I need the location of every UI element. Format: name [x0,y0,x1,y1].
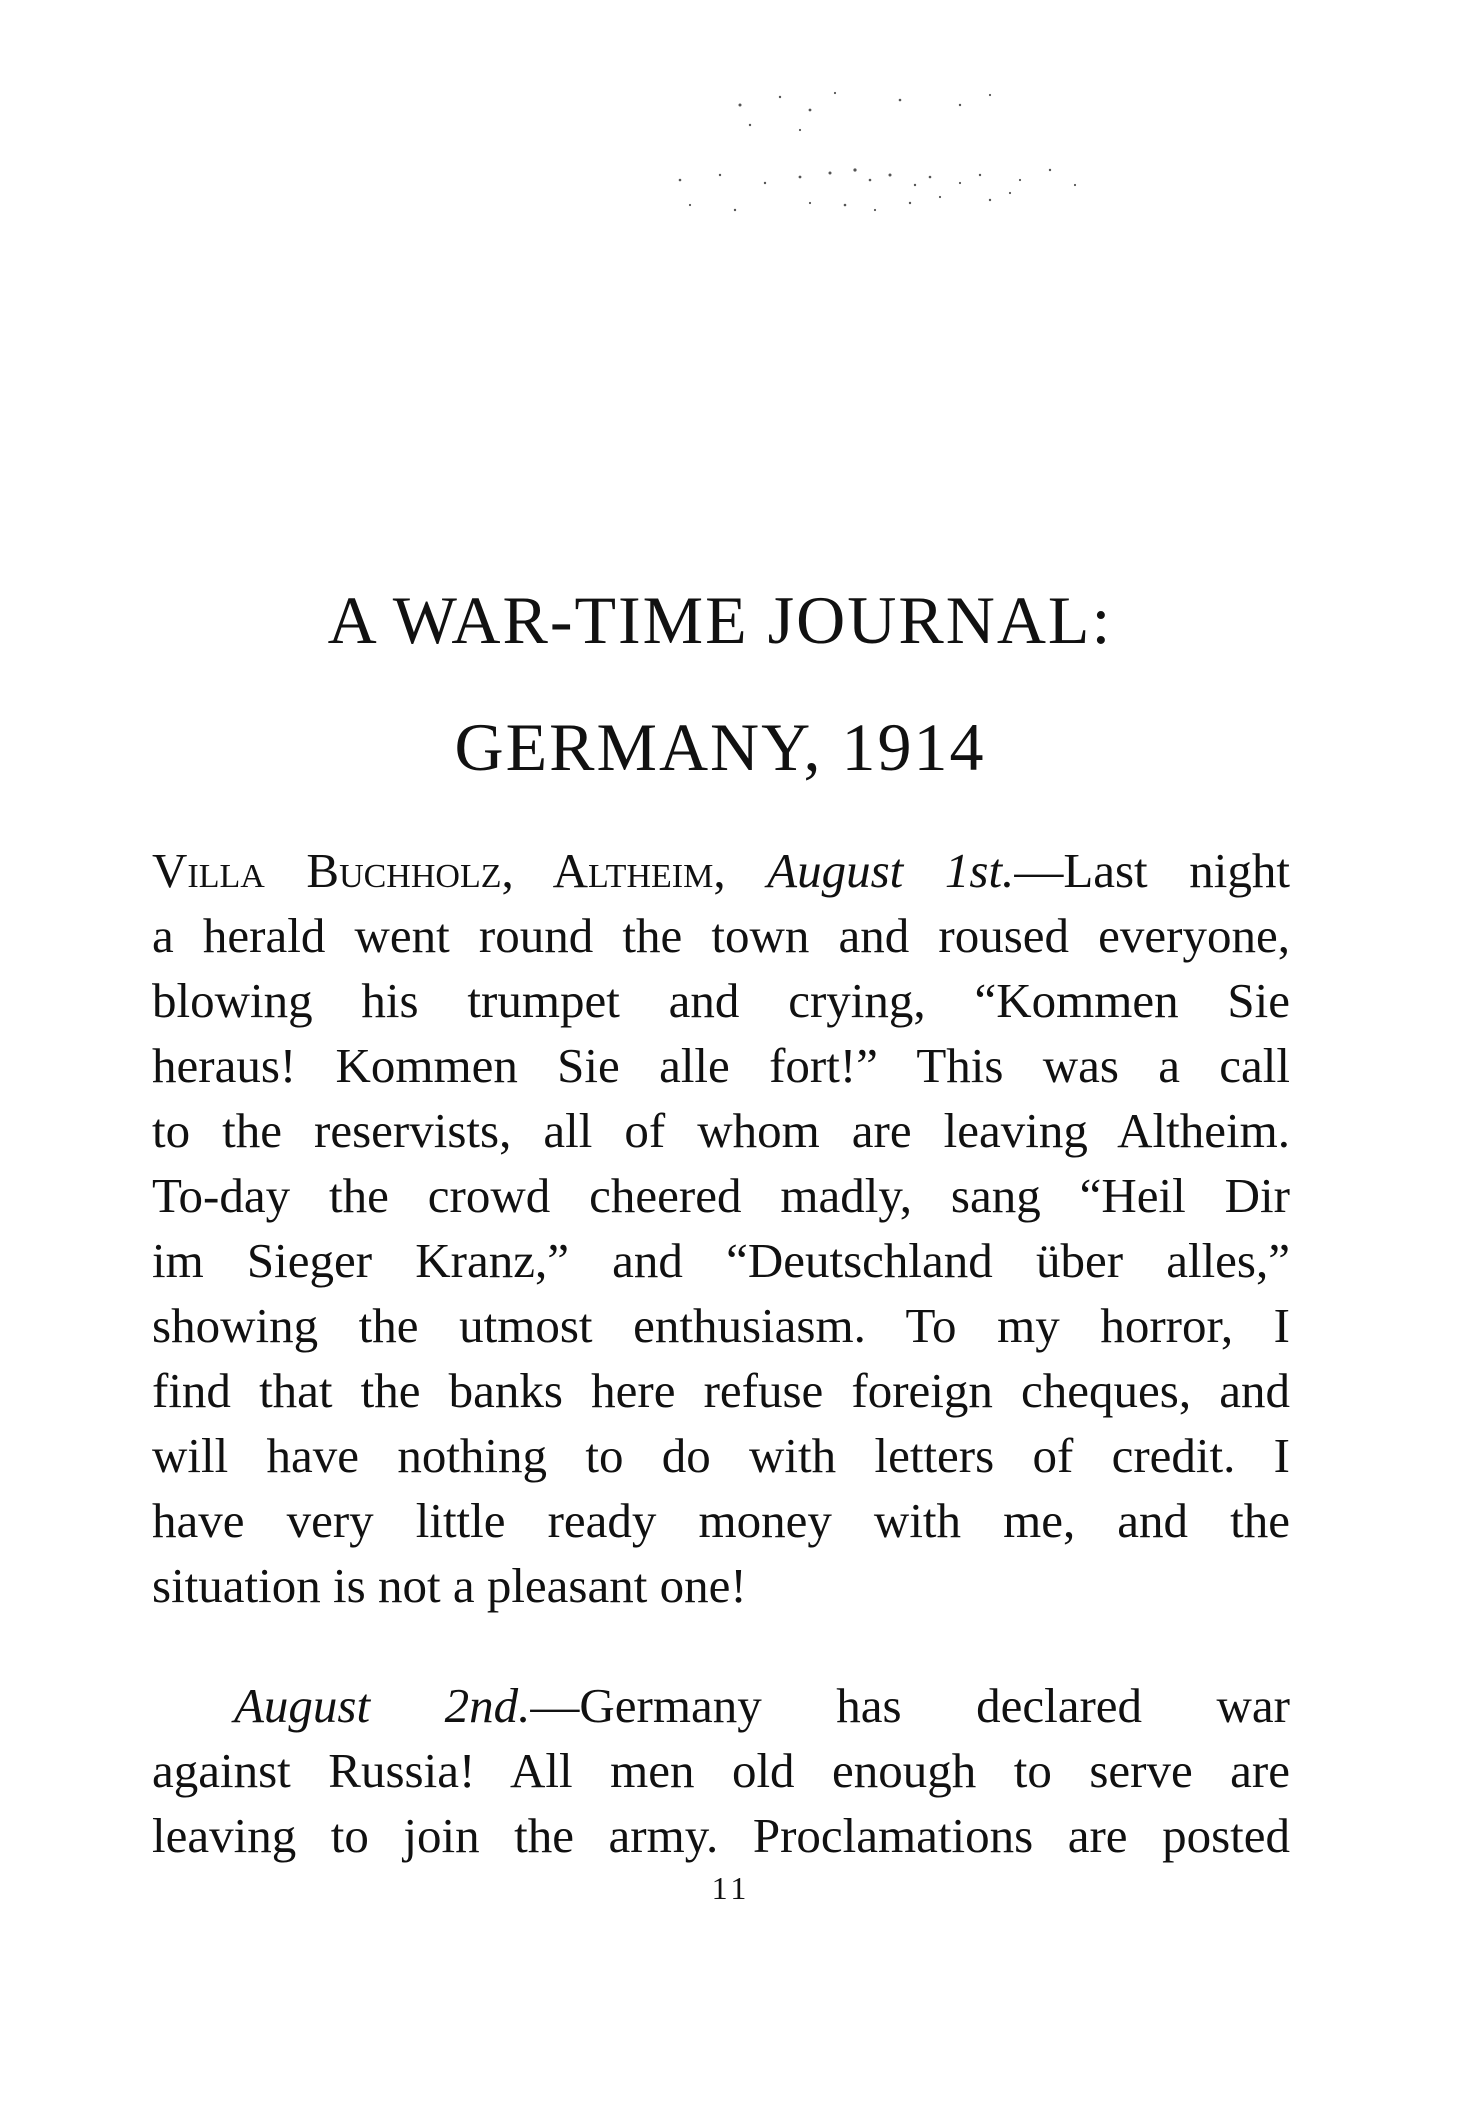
entry-text-line: leaving to join the army. Proclamations are posted [152,1808,1290,1863]
entry-text-line: —Last night [1014,843,1290,898]
entry-text-line: have very little ready money with me, and the [152,1493,1290,1548]
journal-title: A WAR-TIME JOURNAL: [327,582,1113,658]
entry-text-line: heraus! Kommen Sie alle fort!” This was a call [152,1038,1290,1093]
entry-text-line: situation is not a pleasant one! [152,1558,747,1613]
journal-subtitle: GERMANY, 1914 [454,709,986,785]
entry-text-line: im Sieger Kranz,” and “Deutschland über alles,” [152,1233,1290,1288]
entry-text-line: will have nothing to do with letters of credit. I [152,1428,1290,1483]
entry-place-heading: Villa Buchholz, Altheim, [152,843,726,898]
bleed-through-specks [660,85,1180,245]
entry-text-line: against Russia! All men old enough to serve are [152,1743,1290,1798]
entry-august-2nd [152,1673,1290,1868]
entry-text-line: to the reservists, all of whom are leaving Altheim. [152,1103,1290,1158]
entry-text-line: a herald went round the town and roused everyone, [152,908,1290,963]
entry-text-line: To-day the crowd cheered madly, sang “Heil Dir [152,1168,1290,1223]
entry-date: August 2nd. [234,1678,531,1733]
entry-date: August 1st. [767,843,1015,898]
page-number: 11 [711,1870,751,1906]
entry-text-line: showing the utmost enthusiasm. To my horror, I [152,1298,1290,1353]
entry-text-line: blowing his trumpet and crying, “Kommen Sie [152,973,1290,1028]
entry-august-1st [152,838,1290,1618]
entry-text-line: find that the banks here refuse foreign cheques, and [152,1363,1290,1418]
entry-text-line: —Germany has declared war [530,1678,1290,1733]
